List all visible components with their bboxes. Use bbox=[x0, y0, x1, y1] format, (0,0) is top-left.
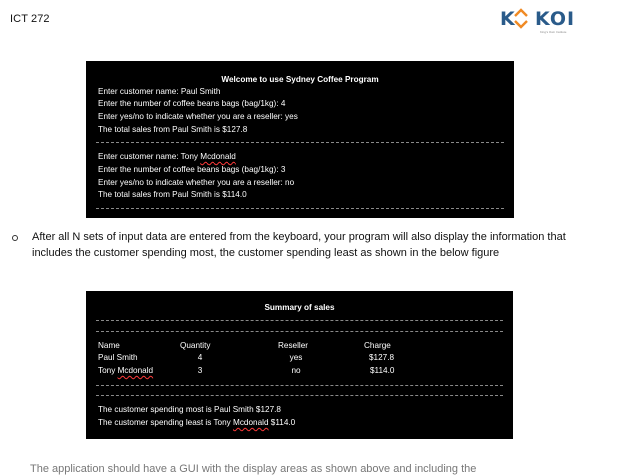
console-line: Enter yes/no to indicate whether you are a reseller: no bbox=[98, 178, 295, 187]
logo-subtitle: King's Own Institute bbox=[540, 30, 567, 34]
console-divider bbox=[96, 208, 504, 209]
logo-text-koi: KOI bbox=[535, 8, 576, 30]
column-header-name: Name bbox=[98, 341, 120, 350]
table-cell-quantity: 4 bbox=[197, 353, 203, 362]
console-title: Welcome to use Sydney Coffee Program bbox=[221, 75, 379, 84]
console-divider bbox=[96, 331, 503, 332]
summary-most-line: The customer spending most is Paul Smith $127.8 bbox=[98, 405, 281, 414]
instruction-paragraph: After all N sets of input data are entered from the keyboard, your program will also display the information that includes the customer spending most, the customer spending least as shown in the below figure bbox=[32, 231, 566, 259]
name-first: Tony bbox=[98, 366, 118, 375]
console-divider bbox=[96, 320, 503, 321]
spellcheck-word: Mcdonald bbox=[200, 152, 236, 161]
console-line: The total sales from Paul Smith is $114.0 bbox=[98, 190, 247, 199]
table-cell-charge: $127.8 bbox=[369, 353, 395, 362]
summary-title: Summary of sales bbox=[264, 303, 335, 312]
table-cell-charge: $114.0 bbox=[370, 366, 395, 375]
console-text: $114.0 bbox=[268, 418, 296, 427]
console-line: Enter customer name: Paul Smith bbox=[98, 87, 221, 96]
table-cell-name bbox=[98, 365, 153, 378]
console-line: Enter the number of coffee beans bags (bag/1kg): 4 bbox=[98, 99, 286, 108]
table-cell-reseller: no bbox=[291, 366, 301, 375]
console-line bbox=[98, 151, 236, 164]
console-line: The total sales from Paul Smith is $127.8 bbox=[98, 125, 248, 134]
console-divider bbox=[96, 142, 504, 143]
console-divider bbox=[96, 395, 503, 396]
column-header-quantity: Quantity bbox=[180, 341, 211, 350]
course-code: ICT 272 bbox=[10, 13, 50, 25]
bullet-icon bbox=[12, 235, 18, 241]
table-cell-name: Paul Smith bbox=[98, 353, 138, 362]
table-cell-reseller: yes bbox=[289, 353, 303, 362]
spellcheck-word: Mcdonald bbox=[233, 418, 269, 427]
cut-off-text-line: The application should have a GUI with the display areas as shown above and including the bbox=[30, 463, 477, 475]
logo-letter-k: K bbox=[500, 8, 514, 30]
console-text: Enter customer name: Tony bbox=[98, 152, 201, 161]
console-divider bbox=[96, 385, 503, 386]
console-output-summary bbox=[86, 291, 513, 439]
console-line: Enter yes/no to indicate whether you are a reseller: yes bbox=[98, 112, 298, 121]
console-line: Enter the number of coffee beans bags (bag/1kg): 3 bbox=[98, 165, 286, 174]
column-header-charge: Charge bbox=[364, 341, 391, 350]
koi-logo bbox=[500, 7, 592, 35]
column-header-reseller: Reseller bbox=[278, 341, 309, 350]
console-output-input-session bbox=[86, 61, 514, 218]
summary-least-line bbox=[98, 417, 295, 430]
spellcheck-word: Mcdonald bbox=[117, 366, 154, 375]
table-cell-quantity: 3 bbox=[197, 366, 203, 375]
console-text: The customer spending least is Tony bbox=[98, 418, 234, 427]
